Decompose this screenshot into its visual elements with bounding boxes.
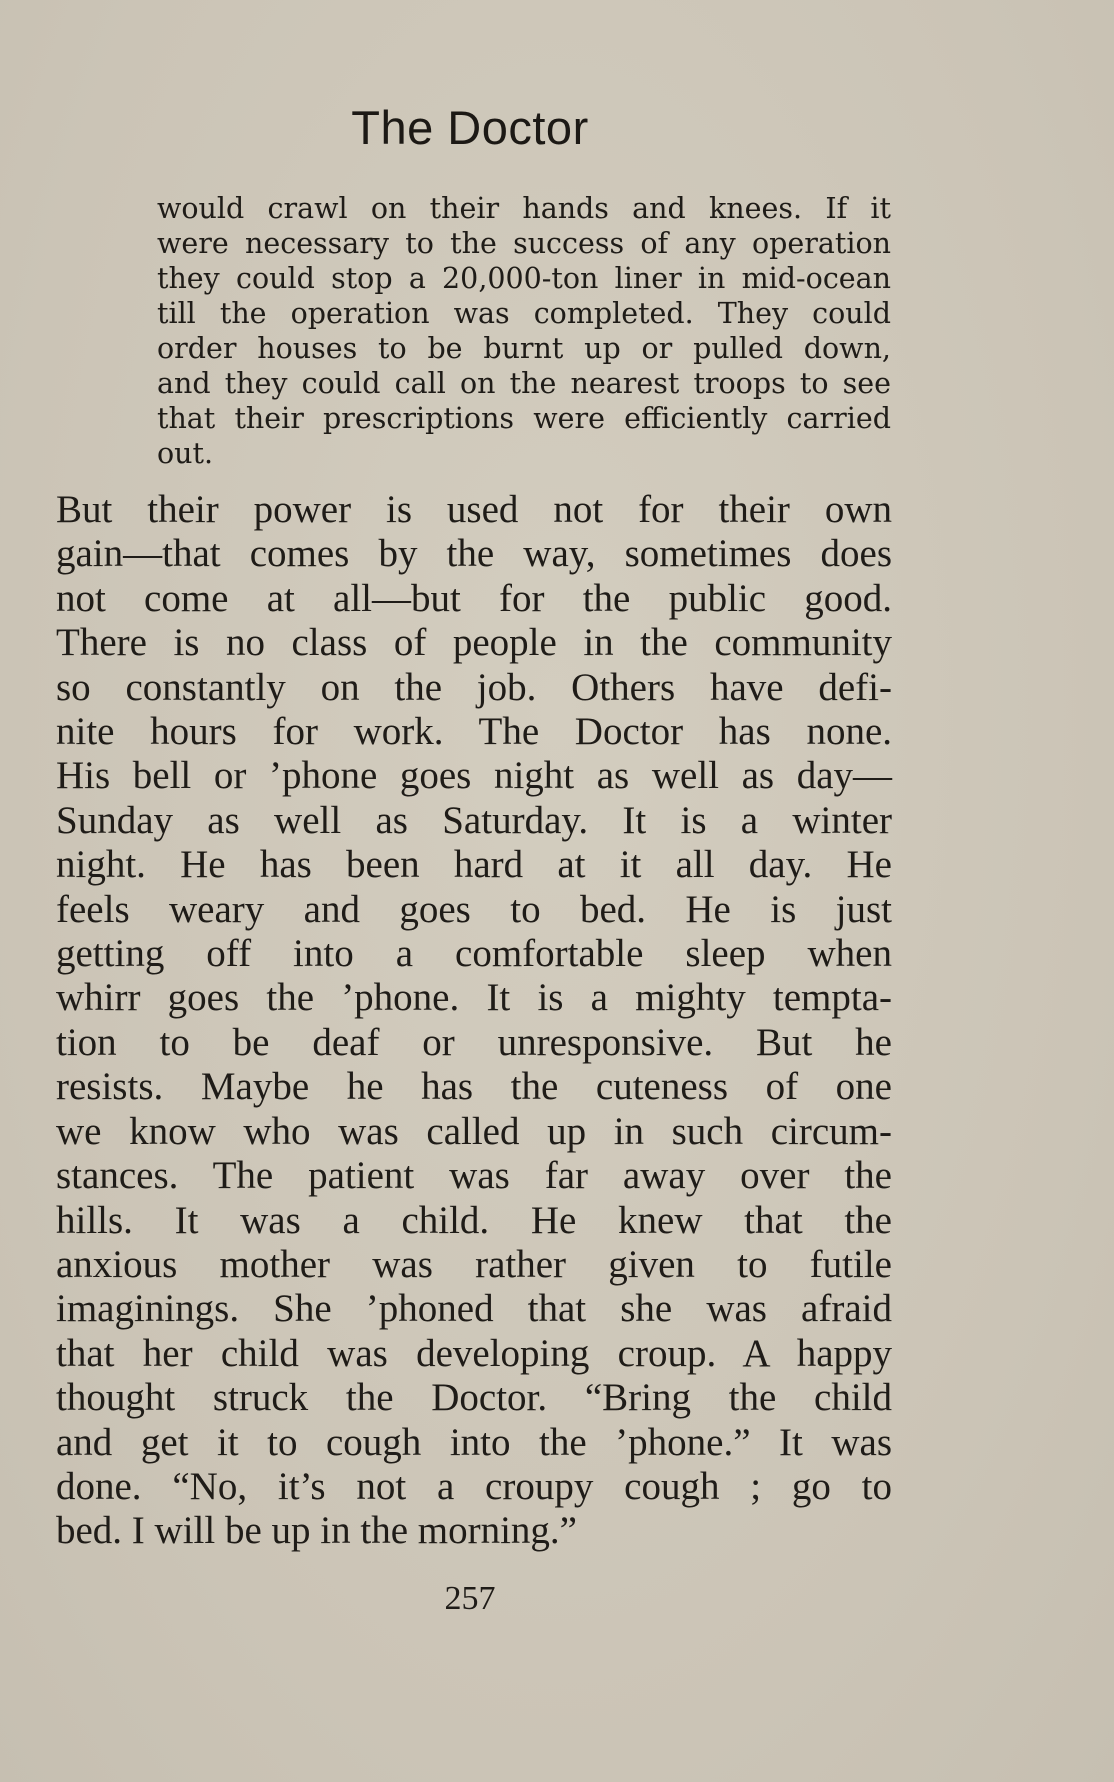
body-line: whirr goes the ’phone. It is a mighty tempta-: [56, 976, 892, 1020]
body-line: nite hours for work. The Doctor has none.: [56, 710, 892, 754]
body-line: done. “No, it’s not a croupy cough ; go to: [56, 1464, 892, 1508]
body-line: that her child was developing croup. A happy: [56, 1331, 892, 1375]
body-line: feels weary and goes to bed. He is just: [56, 887, 892, 931]
quote-line: would crawl on their hands and knees. If it: [157, 192, 891, 225]
quote-line: were necessary to the success of any operation: [157, 227, 891, 260]
body-line: and get it to cough into the ’phone.” It was: [56, 1420, 892, 1464]
body-line: But their power is used not for their own: [56, 488, 892, 531]
body-line: Sunday as well as Saturday. It is a winter: [56, 798, 892, 842]
body-line: resists. Maybe he has the cuteness of one: [56, 1065, 892, 1109]
body-line: not come at all—but for the public good.: [56, 576, 892, 620]
body-paragraph: [56, 488, 892, 1554]
body-line: bed. I will be up in the morning.”: [56, 1509, 577, 1553]
body-line: anxious mother was rather given to futile: [56, 1242, 892, 1286]
body-line: getting off into a comfortable sleep when: [56, 932, 892, 976]
quote-line: that their prescriptions were efficiently carried: [157, 402, 891, 435]
quote-line: out.: [157, 437, 214, 470]
body-line: tion to be deaf or unresponsive. But he: [56, 1020, 892, 1064]
block-quote: [157, 191, 891, 471]
body-line: There is no class of people in the community: [56, 621, 892, 665]
quote-line: till the operation was completed. They could: [157, 297, 891, 330]
body-line: hills. It was a child. He knew that the: [56, 1198, 892, 1242]
running-head-title: The Doctor: [351, 101, 589, 154]
body-line: we know who was called up in such circum-: [56, 1109, 892, 1153]
quote-line: order houses to be burnt up or pulled down,: [157, 332, 891, 365]
page-number: 257: [444, 1580, 496, 1617]
body-line: imaginings. She ’phoned that she was afraid: [56, 1287, 892, 1331]
quote-line: they could stop a 20,000-ton liner in mid-ocean: [157, 262, 891, 295]
body-line: so constantly on the job. Others have defi-: [56, 665, 892, 709]
body-line: night. He has been hard at it all day. He: [56, 843, 892, 887]
body-line: gain—that comes by the way, sometimes does: [56, 532, 892, 576]
body-line: stances. The patient was far away over the: [56, 1154, 892, 1198]
body-line: thought struck the Doctor. “Bring the child: [56, 1376, 892, 1420]
body-line: His bell or ’phone goes night as well as day—: [56, 754, 892, 798]
quote-line: and they could call on the nearest troops to see: [157, 367, 891, 400]
